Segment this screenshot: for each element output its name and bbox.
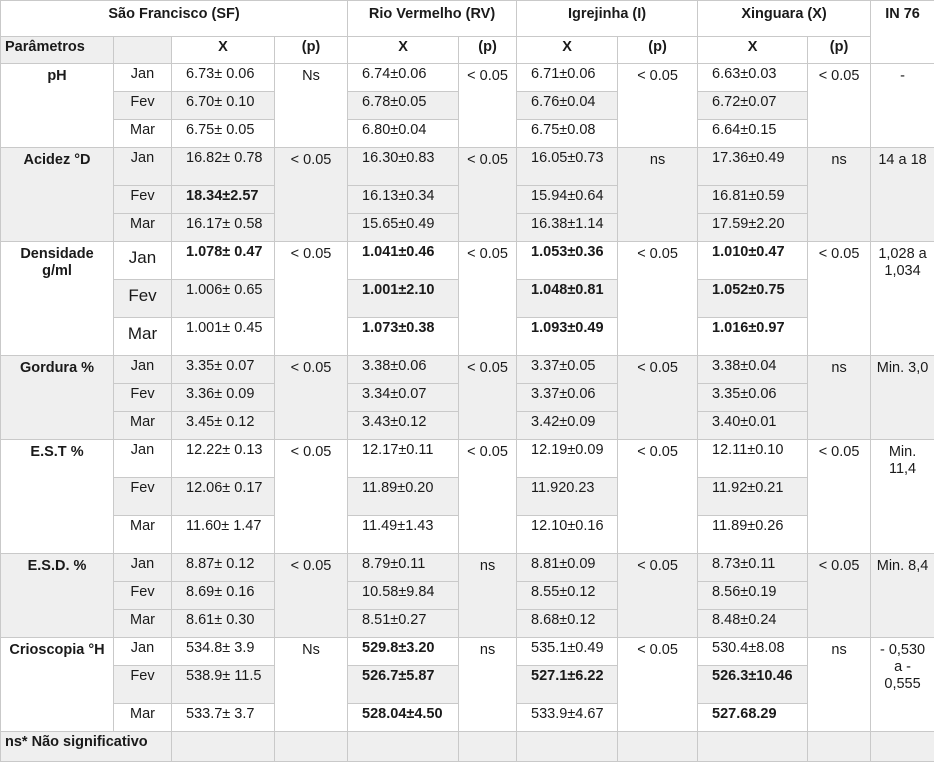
p-value-xg: < 0.05 xyxy=(808,554,871,638)
month-cell: Jan xyxy=(114,638,172,666)
value-cell-xg: 527.68.29 xyxy=(698,704,808,732)
value-cell-xg: 3.40±0.01 xyxy=(698,412,808,440)
value-cell-ig: 3.37±0.05 xyxy=(517,356,618,384)
p-value-sf: < 0.05 xyxy=(275,440,348,554)
value-cell-ig: 8.81±0.09 xyxy=(517,554,618,582)
month-cell: Jan xyxy=(114,356,172,384)
value-cell-ig: 533.9±4.67 xyxy=(517,704,618,732)
parameter-name: Acidez °D xyxy=(1,148,114,242)
site-header-sf: São Francisco (SF) xyxy=(1,1,348,37)
value-cell-xg: 1.010±0.47 xyxy=(698,242,808,280)
value-cell-xg: 6.63±0.03 xyxy=(698,64,808,92)
value-cell-rv: 15.65±0.49 xyxy=(348,214,459,242)
value-cell-ig: 6.71±0.06 xyxy=(517,64,618,92)
x-header-rv: X xyxy=(348,37,459,64)
p-value-ig: < 0.05 xyxy=(618,554,698,638)
p-header-sf: (p) xyxy=(275,37,348,64)
value-cell-ig: 3.42±0.09 xyxy=(517,412,618,440)
value-cell-ig: 527.1±6.22 xyxy=(517,666,618,704)
table-row xyxy=(1,148,934,186)
parameter-name: Gordura % xyxy=(1,356,114,440)
p-value-ig: < 0.05 xyxy=(618,440,698,554)
value-cell-rv: 8.79±0.11 xyxy=(348,554,459,582)
p-header-xg: (p) xyxy=(808,37,871,64)
p-value-sf: Ns xyxy=(275,638,348,732)
p-value-sf: < 0.05 xyxy=(275,242,348,356)
site-header-xg: Xinguara (X) xyxy=(698,1,871,37)
month-cell: Mar xyxy=(114,516,172,554)
value-cell-ig: 3.37±0.06 xyxy=(517,384,618,412)
parameter-name: E.S.T % xyxy=(1,440,114,554)
p-value-sf: < 0.05 xyxy=(275,148,348,242)
table-body xyxy=(1,64,934,732)
value-cell-ig: 16.38±1.14 xyxy=(517,214,618,242)
value-cell-xg: 1.052±0.75 xyxy=(698,280,808,318)
footnote-filler xyxy=(172,732,275,762)
p-value-xg: ns xyxy=(808,356,871,440)
x-header-xg: X xyxy=(698,37,808,64)
value-cell-sf: 3.45± 0.12 xyxy=(172,412,275,440)
month-cell: Mar xyxy=(114,214,172,242)
parameters-header: Parâmetros xyxy=(1,37,114,64)
month-cell: Jan xyxy=(114,64,172,92)
value-cell-rv: 16.30±0.83 xyxy=(348,148,459,186)
value-cell-xg: 16.81±0.59 xyxy=(698,186,808,214)
in76-norm: - xyxy=(871,64,934,148)
value-cell-xg: 12.11±0.10 xyxy=(698,440,808,478)
month-cell: Jan xyxy=(114,242,172,280)
p-value-ig: < 0.05 xyxy=(618,638,698,732)
value-cell-rv: 3.38±0.06 xyxy=(348,356,459,384)
value-cell-sf: 12.22± 0.13 xyxy=(172,440,275,478)
p-value-ig: < 0.05 xyxy=(618,64,698,148)
p-value-ig: < 0.05 xyxy=(618,242,698,356)
value-cell-rv: 1.041±0.46 xyxy=(348,242,459,280)
value-cell-rv: 3.43±0.12 xyxy=(348,412,459,440)
value-cell-sf: 18.34±2.57 xyxy=(172,186,275,214)
value-cell-xg: 526.3±10.46 xyxy=(698,666,808,704)
footnote: ns* Não significativo xyxy=(1,732,172,762)
value-cell-sf: 11.60± 1.47 xyxy=(172,516,275,554)
value-cell-rv: 12.17±0.11 xyxy=(348,440,459,478)
value-cell-sf: 6.70± 0.10 xyxy=(172,92,275,120)
value-cell-ig: 12.19±0.09 xyxy=(517,440,618,478)
value-cell-xg: 17.36±0.49 xyxy=(698,148,808,186)
value-cell-rv: 11.49±1.43 xyxy=(348,516,459,554)
p-header-rv: (p) xyxy=(459,37,517,64)
table-row xyxy=(1,440,934,478)
month-cell: Fev xyxy=(114,280,172,318)
month-cell: Mar xyxy=(114,120,172,148)
p-header-ig: (p) xyxy=(618,37,698,64)
month-cell: Jan xyxy=(114,554,172,582)
p-value-rv: < 0.05 xyxy=(459,242,517,356)
value-cell-sf: 1.078± 0.47 xyxy=(172,242,275,280)
month-cell: Fev xyxy=(114,186,172,214)
value-cell-rv: 1.001±2.10 xyxy=(348,280,459,318)
value-cell-xg: 530.4±8.08 xyxy=(698,638,808,666)
site-header-rv: Rio Vermelho (RV) xyxy=(348,1,517,37)
value-cell-xg: 11.89±0.26 xyxy=(698,516,808,554)
p-value-sf: < 0.05 xyxy=(275,554,348,638)
p-value-rv: < 0.05 xyxy=(459,356,517,440)
p-value-sf: Ns xyxy=(275,64,348,148)
value-cell-sf: 533.7± 3.7 xyxy=(172,704,275,732)
value-cell-xg: 3.35±0.06 xyxy=(698,384,808,412)
footnote-filler xyxy=(459,732,517,762)
table-row xyxy=(1,242,934,280)
month-cell: Jan xyxy=(114,148,172,186)
p-value-ig: ns xyxy=(618,148,698,242)
month-cell: Mar xyxy=(114,704,172,732)
value-cell-rv: 11.89±0.20 xyxy=(348,478,459,516)
table-row xyxy=(1,64,934,92)
value-cell-rv: 3.34±0.07 xyxy=(348,384,459,412)
month-cell: Fev xyxy=(114,384,172,412)
month-cell: Mar xyxy=(114,412,172,440)
in76-norm: - 0,530 a - 0,555 xyxy=(871,638,934,732)
footnote-filler xyxy=(808,732,871,762)
value-cell-rv: 10.58±9.84 xyxy=(348,582,459,610)
value-cell-rv: 528.04±4.50 xyxy=(348,704,459,732)
value-cell-ig: 6.75±0.08 xyxy=(517,120,618,148)
parameter-name: Crioscopia °H xyxy=(1,638,114,732)
footnote-filler xyxy=(618,732,698,762)
in76-norm: Min. 8,4 xyxy=(871,554,934,638)
value-cell-xg: 11.92±0.21 xyxy=(698,478,808,516)
header-row-sites xyxy=(1,1,934,37)
value-cell-sf: 8.69± 0.16 xyxy=(172,582,275,610)
value-cell-ig: 15.94±0.64 xyxy=(517,186,618,214)
value-cell-xg: 8.56±0.19 xyxy=(698,582,808,610)
header-row-columns xyxy=(1,37,934,64)
footnote-filler xyxy=(517,732,618,762)
value-cell-ig: 8.55±0.12 xyxy=(517,582,618,610)
value-cell-ig: 1.093±0.49 xyxy=(517,318,618,356)
footnote-filler xyxy=(275,732,348,762)
value-cell-sf: 3.35± 0.07 xyxy=(172,356,275,384)
value-cell-rv: 6.78±0.05 xyxy=(348,92,459,120)
month-cell: Fev xyxy=(114,478,172,516)
parameter-name: pH xyxy=(1,64,114,148)
in76-norm: 1,028 a 1,034 xyxy=(871,242,934,356)
in76-header: IN 76 xyxy=(871,1,934,64)
value-cell-sf: 1.001± 0.45 xyxy=(172,318,275,356)
p-value-xg: < 0.05 xyxy=(808,64,871,148)
table-row xyxy=(1,554,934,582)
value-cell-sf: 16.17± 0.58 xyxy=(172,214,275,242)
value-cell-ig: 12.10±0.16 xyxy=(517,516,618,554)
value-cell-sf: 6.73± 0.06 xyxy=(172,64,275,92)
month-header xyxy=(114,37,172,64)
value-cell-sf: 3.36± 0.09 xyxy=(172,384,275,412)
value-cell-sf: 1.006± 0.65 xyxy=(172,280,275,318)
p-value-rv: < 0.05 xyxy=(459,148,517,242)
value-cell-xg: 1.016±0.97 xyxy=(698,318,808,356)
value-cell-ig: 1.053±0.36 xyxy=(517,242,618,280)
value-cell-ig: 16.05±0.73 xyxy=(517,148,618,186)
value-cell-sf: 6.75± 0.05 xyxy=(172,120,275,148)
footnote-filler xyxy=(348,732,459,762)
value-cell-xg: 8.48±0.24 xyxy=(698,610,808,638)
p-value-xg: ns xyxy=(808,148,871,242)
table-row xyxy=(1,638,934,666)
value-cell-sf: 8.87± 0.12 xyxy=(172,554,275,582)
value-cell-ig: 8.68±0.12 xyxy=(517,610,618,638)
parameter-name: Densidade g/ml xyxy=(1,242,114,356)
value-cell-xg: 6.64±0.15 xyxy=(698,120,808,148)
site-header-ig: Igrejinha (I) xyxy=(517,1,698,37)
value-cell-ig: 6.76±0.04 xyxy=(517,92,618,120)
month-cell: Fev xyxy=(114,92,172,120)
value-cell-rv: 6.74±0.06 xyxy=(348,64,459,92)
footnote-filler xyxy=(698,732,808,762)
table-row xyxy=(1,356,934,384)
value-cell-xg: 6.72±0.07 xyxy=(698,92,808,120)
value-cell-sf: 538.9± 11.5 xyxy=(172,666,275,704)
p-value-rv: < 0.05 xyxy=(459,64,517,148)
value-cell-sf: 8.61± 0.30 xyxy=(172,610,275,638)
value-cell-ig: 1.048±0.81 xyxy=(517,280,618,318)
value-cell-sf: 534.8± 3.9 xyxy=(172,638,275,666)
value-cell-rv: 526.7±5.87 xyxy=(348,666,459,704)
footnote-filler xyxy=(871,732,934,762)
p-value-xg: ns xyxy=(808,638,871,732)
x-header-ig: X xyxy=(517,37,618,64)
footnote-row xyxy=(1,732,934,762)
month-cell: Fev xyxy=(114,666,172,704)
value-cell-rv: 8.51±0.27 xyxy=(348,610,459,638)
value-cell-xg: 8.73±0.11 xyxy=(698,554,808,582)
month-cell: Fev xyxy=(114,582,172,610)
month-cell: Jan xyxy=(114,440,172,478)
value-cell-sf: 16.82± 0.78 xyxy=(172,148,275,186)
month-cell: Mar xyxy=(114,610,172,638)
p-value-rv: < 0.05 xyxy=(459,440,517,554)
value-cell-ig: 11.920.23 xyxy=(517,478,618,516)
in76-norm: 14 a 18 xyxy=(871,148,934,242)
month-cell: Mar xyxy=(114,318,172,356)
value-cell-sf: 12.06± 0.17 xyxy=(172,478,275,516)
value-cell-ig: 535.1±0.49 xyxy=(517,638,618,666)
x-header-sf: X xyxy=(172,37,275,64)
in76-norm: Min. 3,0 xyxy=(871,356,934,440)
p-value-sf: < 0.05 xyxy=(275,356,348,440)
p-value-rv: ns xyxy=(459,554,517,638)
value-cell-rv: 6.80±0.04 xyxy=(348,120,459,148)
p-value-xg: < 0.05 xyxy=(808,242,871,356)
parameter-name: E.S.D. % xyxy=(1,554,114,638)
value-cell-rv: 16.13±0.34 xyxy=(348,186,459,214)
p-value-xg: < 0.05 xyxy=(808,440,871,554)
value-cell-rv: 529.8±3.20 xyxy=(348,638,459,666)
value-cell-xg: 3.38±0.04 xyxy=(698,356,808,384)
in76-norm: Min. 11,4 xyxy=(871,440,934,554)
p-value-ig: < 0.05 xyxy=(618,356,698,440)
value-cell-rv: 1.073±0.38 xyxy=(348,318,459,356)
value-cell-xg: 17.59±2.20 xyxy=(698,214,808,242)
p-value-rv: ns xyxy=(459,638,517,732)
